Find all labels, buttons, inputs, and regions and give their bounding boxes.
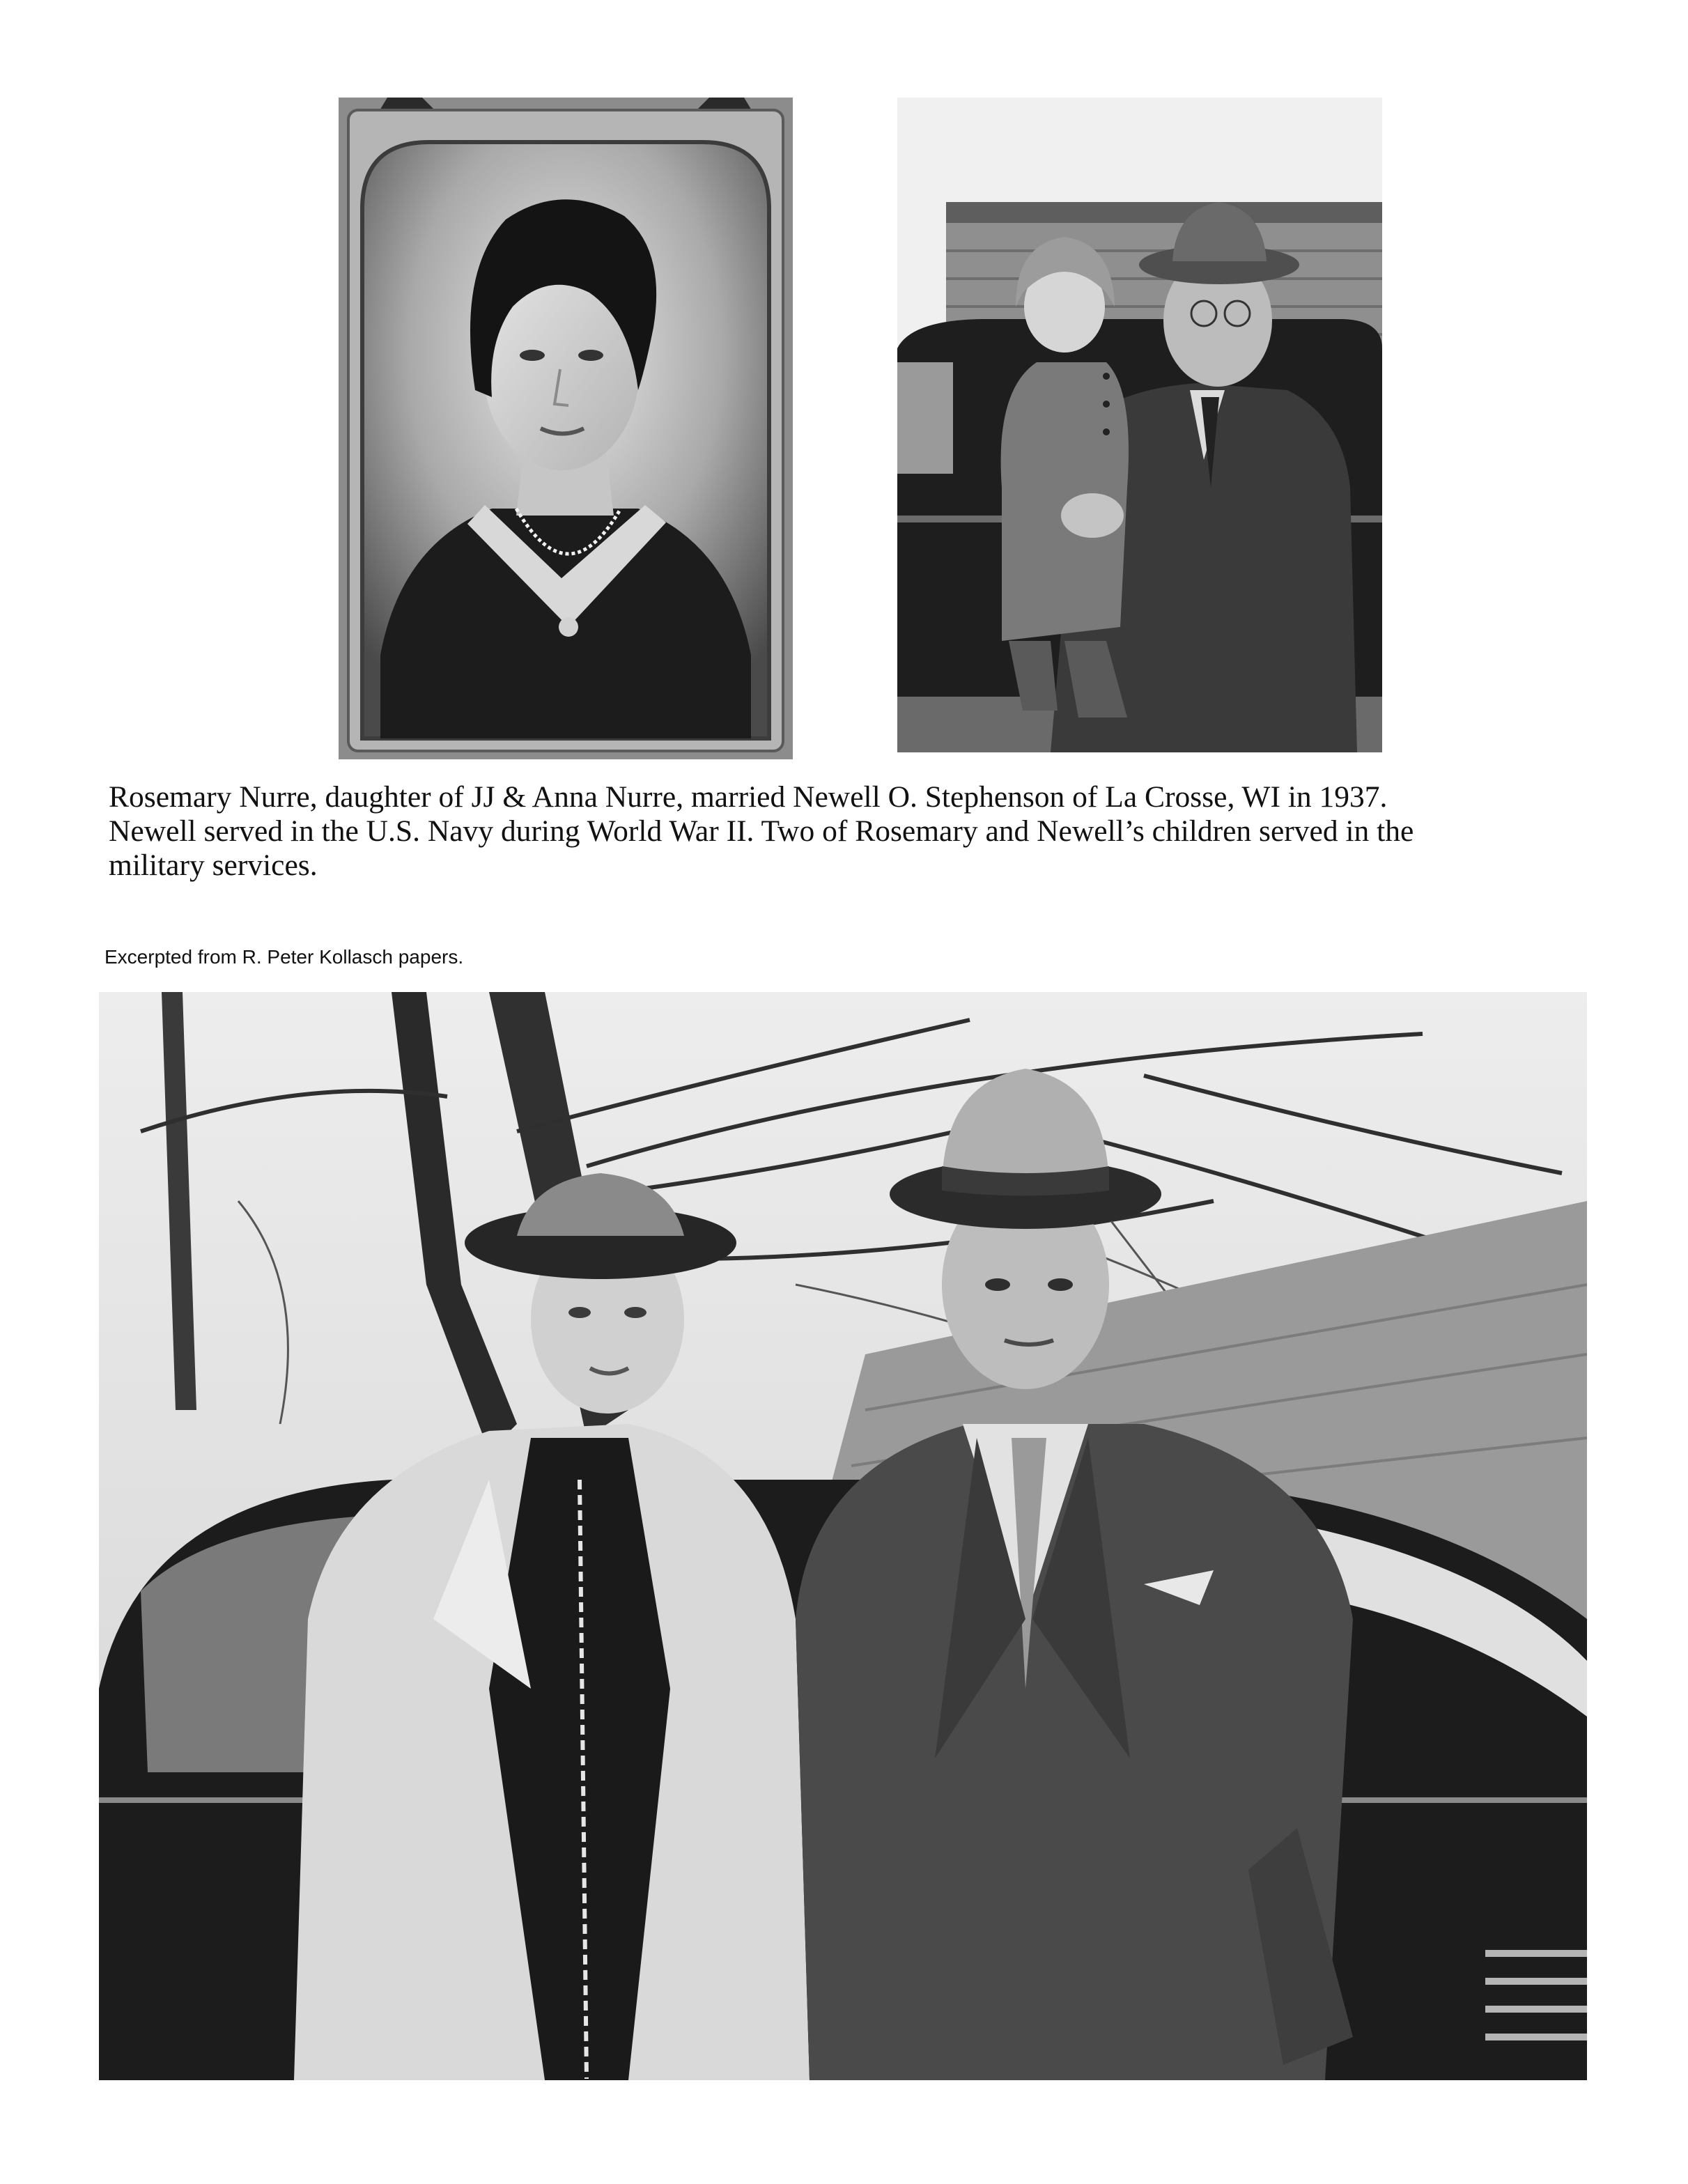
caption-line: military services. (109, 849, 318, 882)
caption-line: Rosemary Nurre, daughter of JJ & Anna Nurre, married Newell O. Stephenson of La Crosse, WI in 1937. (109, 780, 1388, 814)
photo-man-holding-child (897, 98, 1382, 752)
source-note: Excerpted from R. Peter Kollasch papers. (104, 946, 464, 968)
caption-line: Newell served in the U.S. Navy during World War II. Two of Rosemary and Newell’s children served in the (109, 814, 1414, 848)
portrait-photo-woman (339, 98, 793, 759)
photo-caption (109, 780, 1613, 883)
photo-couple-by-car (99, 992, 1587, 2080)
